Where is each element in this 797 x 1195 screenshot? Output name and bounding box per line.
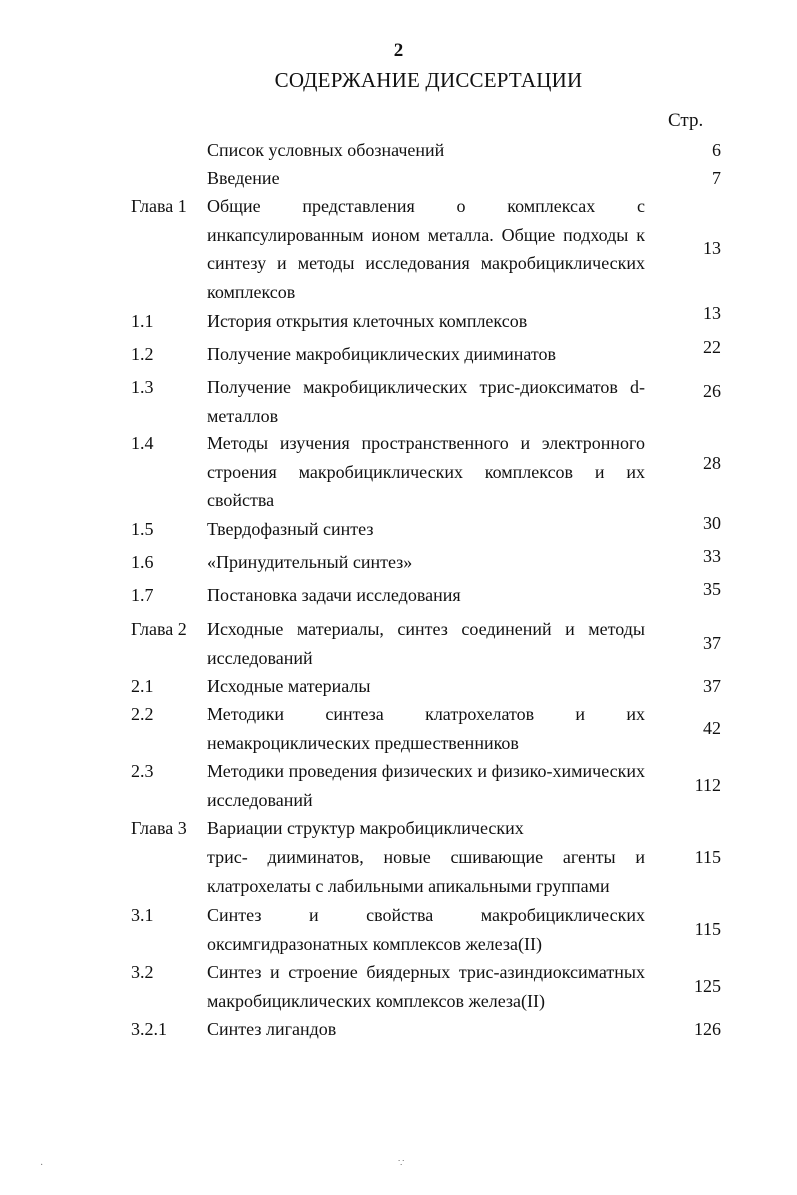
entry-number: 3.2.1 — [131, 1019, 167, 1039]
entry-title: Твердофазный синтез — [207, 519, 374, 539]
entry-title: Синтез лигандов — [207, 1019, 337, 1039]
entry-page: 22 — [703, 337, 721, 357]
entry-number: 1.4 — [131, 433, 154, 453]
entry-title: Получение макробициклических дииминатов — [207, 344, 557, 364]
entry-title: трис- дииминатов, новые сшивающие агенты и клатрохелаты с лабильными апикальными группами — [207, 847, 645, 896]
entry-number: 3.2 — [131, 962, 154, 982]
entry-title: Синтез и свойства макробициклических оксимгидразонатных комплексов железа(II) — [207, 905, 645, 954]
entry-number: 1.3 — [131, 377, 154, 397]
page-column-header: Стр. — [668, 110, 704, 131]
entry-title: Методы изучения пространственного и электронного строения макробициклических комплексов и их свойства — [207, 433, 645, 510]
entry-title: Исходные материалы — [207, 676, 371, 696]
entry-page: 125 — [694, 976, 721, 996]
entry-title: История открытия клеточных комплексов — [207, 311, 528, 331]
entry-title: Вариации структур макробициклических — [207, 818, 524, 838]
page-title: СОДЕРЖАНИЕ ДИССЕРТАЦИИ — [274, 68, 583, 92]
entry-title: «Принудительный синтез» — [207, 552, 413, 572]
entry-number: Глава 2 — [131, 619, 187, 639]
entry-page: 112 — [694, 775, 721, 795]
entry-number: 2.3 — [131, 761, 154, 781]
entry-number: Глава 1 — [131, 196, 187, 216]
entry-page: 26 — [703, 381, 721, 401]
entry-title: Введение — [207, 168, 280, 188]
entry-title: Получение макробициклических трис-диоксиматов d-металлов — [207, 377, 645, 426]
entry-page: 37 — [703, 633, 721, 653]
entry-page: 33 — [703, 546, 721, 566]
entry-title: Синтез и строение биядерных трис-азиндиоксиматных макробициклических комплексов железа(II) — [207, 962, 645, 1011]
entry-number: 2.1 — [131, 676, 154, 696]
scan-speck: ∵ — [398, 1158, 405, 1169]
entry-page: 42 — [703, 718, 721, 738]
entry-number: 1.2 — [131, 344, 154, 364]
entry-title: Постановка задачи исследования — [207, 585, 461, 605]
entry-number: 1.7 — [131, 585, 154, 605]
entry-page: 13 — [703, 303, 721, 323]
entry-number: Глава 3 — [131, 818, 187, 838]
scan-speck: · — [40, 1160, 44, 1171]
entry-number: 1.1 — [131, 311, 154, 331]
entry-page: 115 — [694, 847, 721, 867]
entry-page: 28 — [703, 453, 721, 473]
entry-title: Методики синтеза клатрохелатов и их немакроциклических предшественников — [207, 704, 645, 753]
entry-page: 115 — [694, 919, 721, 939]
entry-page: 35 — [703, 579, 721, 599]
entry-number: 1.5 — [131, 519, 154, 539]
entry-page: 30 — [703, 513, 721, 533]
entry-page: 7 — [712, 168, 721, 188]
entry-title: Список условных обозначений — [207, 140, 445, 160]
entry-number: 1.6 — [131, 552, 154, 572]
entry-page: 6 — [712, 140, 721, 160]
entry-title: Общие представления о комплексах с инкапсулированным ионом металла. Общие подходы к синтезу и методы исследования макробициклических комплексов — [207, 196, 645, 302]
entry-number: 2.2 — [131, 704, 154, 724]
entry-page: 126 — [694, 1019, 721, 1039]
page-number: 2 — [393, 40, 404, 61]
entry-page: 13 — [703, 238, 721, 258]
entry-page: 37 — [703, 676, 721, 696]
entry-number: 3.1 — [131, 905, 154, 925]
entry-title: Исходные материалы, синтез соединений и методы исследований — [207, 619, 645, 668]
entry-title: Методики проведения физических и физико-химических исследований — [207, 761, 645, 810]
